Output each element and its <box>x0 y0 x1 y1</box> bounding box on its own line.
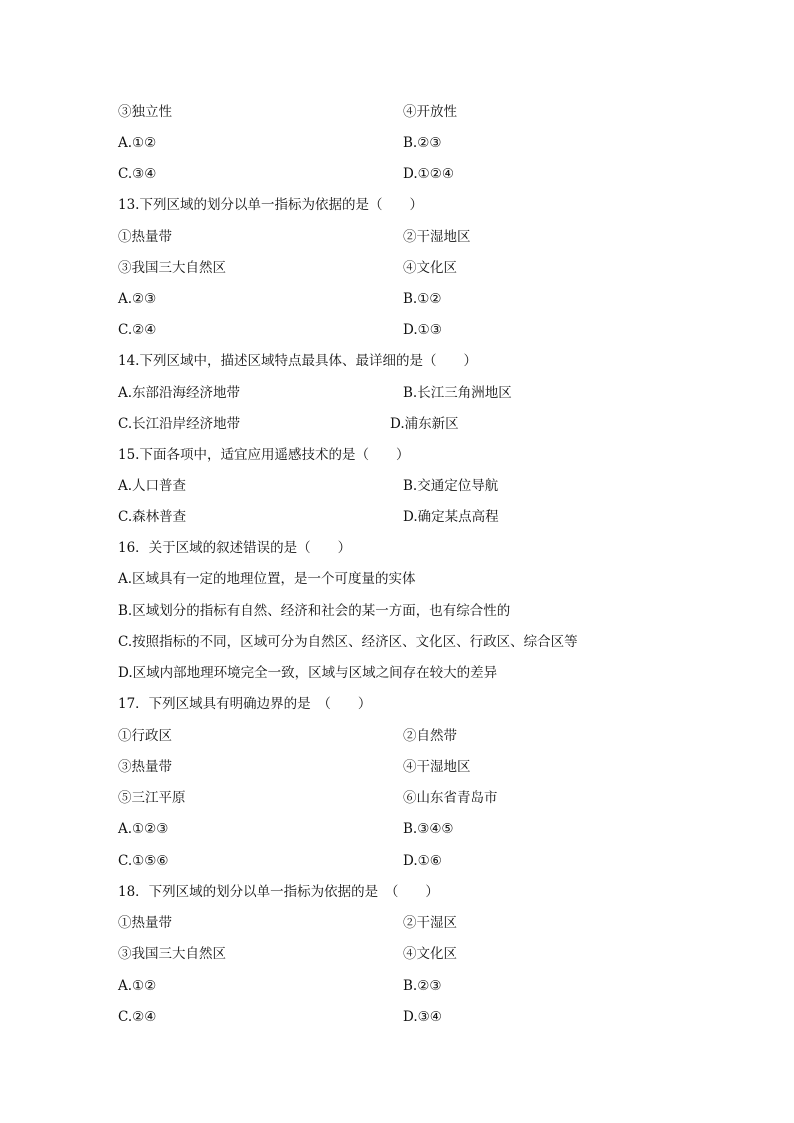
item-4: ④开放性 <box>403 104 457 120</box>
option-a: A.①② <box>118 135 157 151</box>
item-1: ①热量带 <box>118 229 172 245</box>
option-d: D.③④ <box>403 1009 442 1025</box>
option-c: C.按照指标的不同，区域可分为自然区、经济区、文化区、行政区、综合区等 <box>118 634 578 650</box>
option-c: C.③④ <box>118 166 157 182</box>
item-3: ③热量带 <box>118 759 172 775</box>
option-b: B.③④⑤ <box>403 821 454 837</box>
question-stem: 15.下面各项中，适宜应用遥感技术的是（ ） <box>118 447 410 463</box>
item-1: ①热量带 <box>118 915 172 931</box>
item-1: ①行政区 <box>118 728 172 744</box>
item-3: ③独立性 <box>118 104 172 120</box>
option-a: A.①②③ <box>118 821 169 837</box>
option-b: B.②③ <box>403 978 442 994</box>
item-5: ⑤三江平原 <box>118 790 186 806</box>
option-d: D.①②④ <box>403 166 454 182</box>
option-a: A.①② <box>118 978 157 994</box>
option-a: A.东部沿海经济地带 <box>118 385 241 401</box>
option-a: A.区域具有一定的地理位置，是一个可度量的实体 <box>118 571 416 587</box>
item-4: ④干湿地区 <box>403 759 471 775</box>
item-6: ⑥山东省青岛市 <box>403 790 498 806</box>
option-c: C.②④ <box>118 322 157 338</box>
question-stem: 14.下列区域中，描述区域特点最具体、最详细的是（ ） <box>118 353 477 369</box>
question-stem: 17．下列区域具有明确边界的是 （ ） <box>118 696 372 712</box>
item-3: ③我国三大自然区 <box>118 260 226 276</box>
question-stem: 18．下列区域的划分以单一指标为依据的是 （ ） <box>118 884 439 900</box>
item-4: ④文化区 <box>403 946 457 962</box>
option-b: B.①② <box>403 291 442 307</box>
option-b: B.②③ <box>403 135 442 151</box>
question-stem: 13.下列区域的划分以单一指标为依据的是（ ） <box>118 197 423 213</box>
option-b: B.长江三角洲地区 <box>403 385 512 401</box>
option-c: C.①⑤⑥ <box>118 853 169 869</box>
item-2: ②自然带 <box>403 728 457 744</box>
question-stem: 16．关于区域的叙述错误的是（ ） <box>118 540 352 556</box>
option-d: D.①③ <box>403 322 442 338</box>
option-d: D.①⑥ <box>403 853 442 869</box>
option-a: A.②③ <box>118 291 157 307</box>
item-2: ②干湿区 <box>403 915 457 931</box>
item-2: ②干湿地区 <box>403 229 471 245</box>
item-3: ③我国三大自然区 <box>118 946 226 962</box>
option-b: B.交通定位导航 <box>403 478 499 494</box>
option-c: C.②④ <box>118 1009 157 1025</box>
item-4: ④文化区 <box>403 260 457 276</box>
option-d: D.区域内部地理环境完全一致，区域与区域之间存在较大的差异 <box>118 665 498 681</box>
option-b: B.区域划分的指标有自然、经济和社会的某一方面，也有综合性的 <box>118 603 511 619</box>
option-a: A.人口普查 <box>118 478 187 494</box>
option-d: D.浦东新区 <box>390 416 459 432</box>
option-c: C.长江沿岸经济地带 <box>118 416 241 432</box>
option-c: C.森林普查 <box>118 509 187 525</box>
option-d: D.确定某点高程 <box>403 509 499 525</box>
